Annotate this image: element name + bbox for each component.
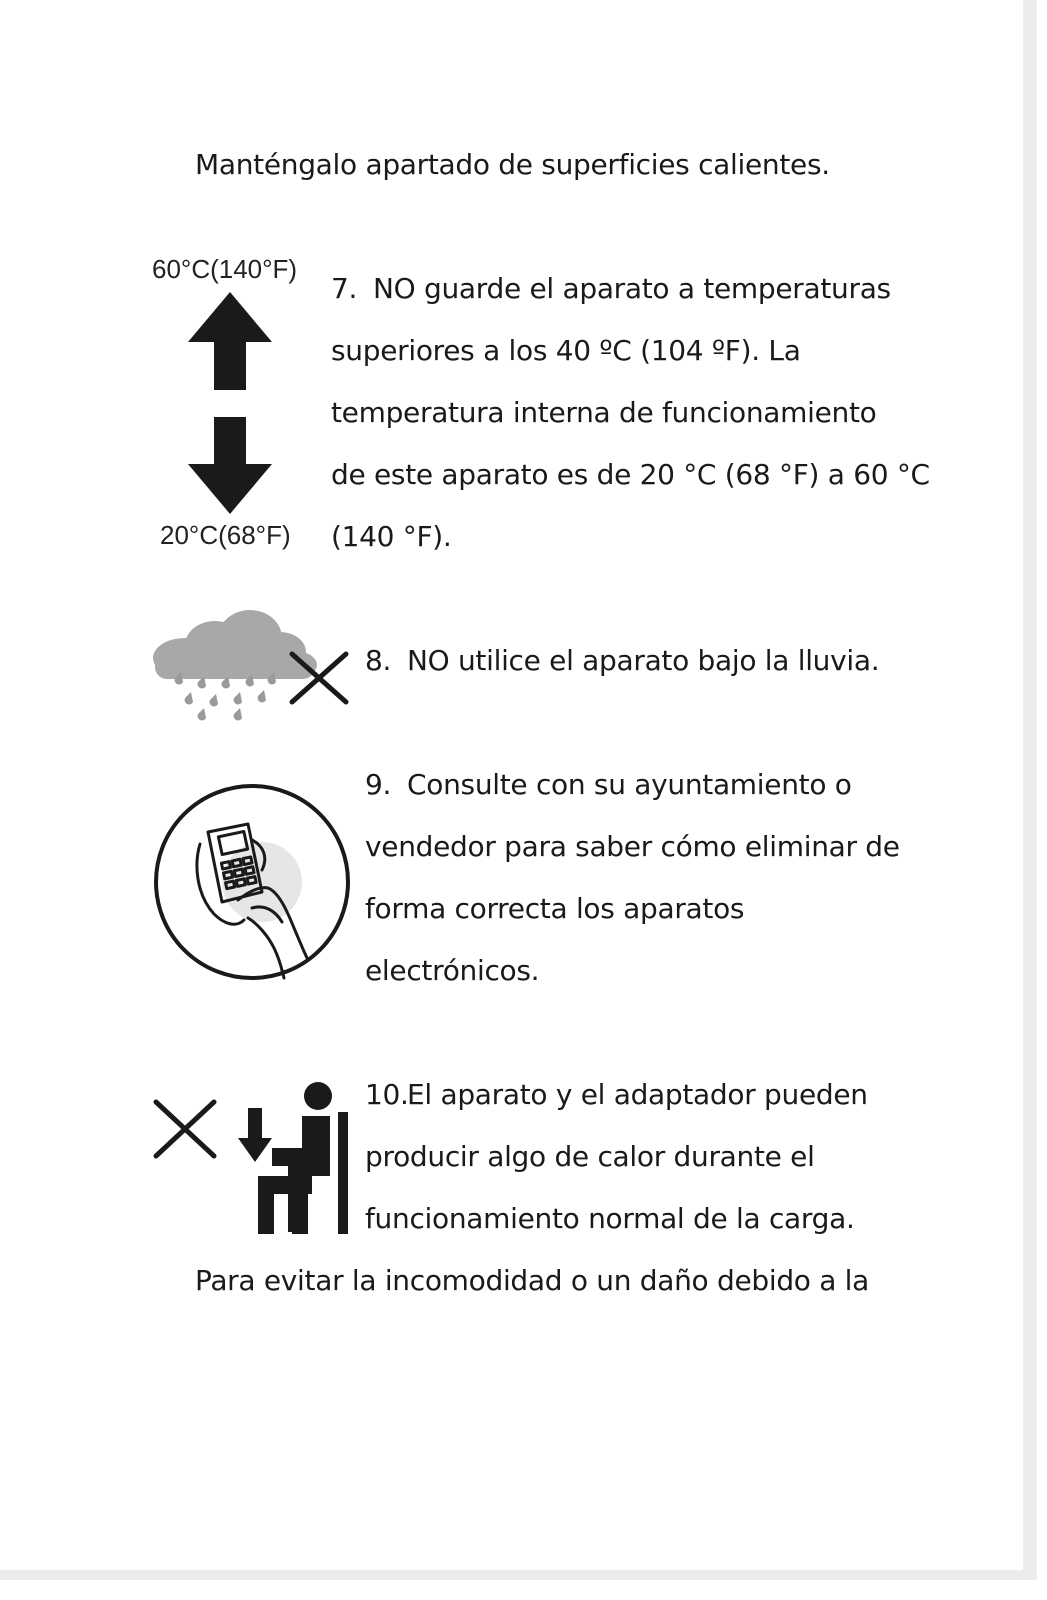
item-7-line-1 [331, 258, 891, 320]
item-7-text-1: NO guarde el aparato a temperaturas [373, 272, 891, 305]
item-10-line-3: funcionamiento normal de la carga. [365, 1202, 855, 1235]
closing-text: Para evitar la incomodidad o un daño debido a la [195, 1264, 870, 1297]
item-9-line-3: forma correcta los aparatos [365, 892, 745, 925]
rain-cloud-prohibited-icon [150, 610, 355, 725]
item-7-line-2: superiores a los 40 ºC (104 ºF). La [331, 334, 801, 367]
item-9-text-1: Consulte con su ayuntamiento o [407, 768, 852, 801]
item-8-line-1 [365, 630, 879, 692]
item-7-line-3: temperatura interna de funcionamiento [331, 396, 877, 429]
no-lap-use-icon [152, 1080, 352, 1240]
item-9-number: 9. [365, 768, 392, 801]
item-7-number: 7. [331, 272, 358, 305]
item-9-line-1 [365, 754, 852, 816]
item-9-line-2: vendedor para saber cómo eliminar de [365, 830, 900, 863]
item-7-line-4: de este aparato es de 20 °C (68 °F) a 60 °C [331, 458, 930, 491]
temperature-range-arrows-icon [188, 292, 272, 514]
item-7-line-5: (140 °F). [331, 520, 452, 553]
item-10-number: 10. [365, 1078, 409, 1111]
item-10-text-1: El aparato y el adaptador pueden [407, 1078, 868, 1111]
min-temperature-label: 20°C(68°F) [160, 520, 291, 550]
phone-disposal-icon [152, 782, 352, 982]
item-8-text-1: NO utilice el aparato bajo la lluvia. [407, 644, 880, 677]
intro-text: Manténgalo apartado de superficies calientes. [195, 148, 830, 181]
max-temperature-label: 60°C(140°F) [152, 254, 298, 284]
item-10-line-1 [365, 1064, 868, 1126]
item-9-line-4: electrónicos. [365, 954, 540, 987]
item-8-number: 8. [365, 644, 392, 677]
item-10-line-2: producir algo de calor durante el [365, 1140, 815, 1173]
